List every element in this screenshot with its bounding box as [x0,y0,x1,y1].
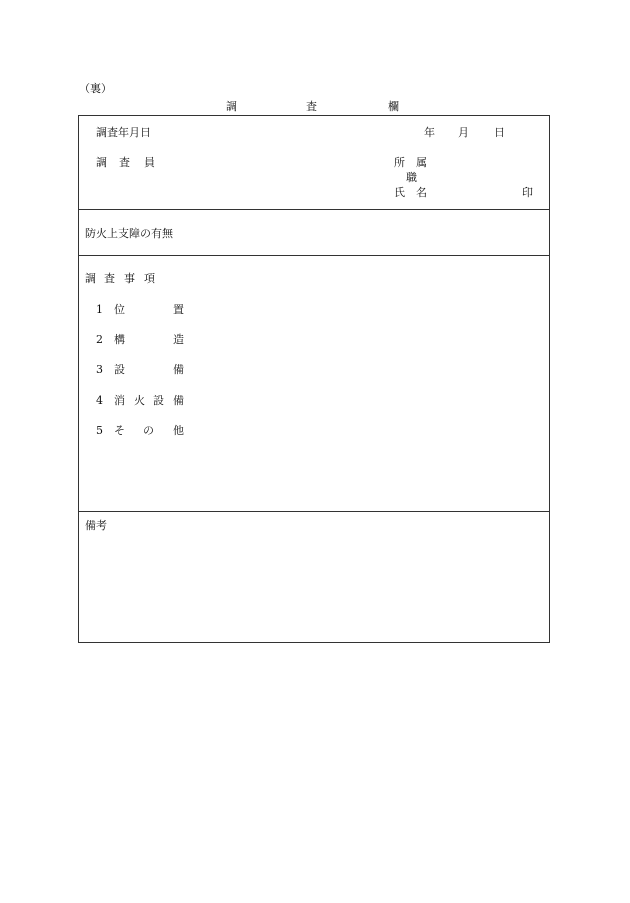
item-number: 2 [96,333,103,346]
title-char: 調 [226,100,237,113]
inspector-label-char: 調 [96,156,107,169]
name-label-char: 氏 [394,186,405,199]
row-divider [79,209,549,210]
seal-label: 印 [522,186,533,199]
items-heading-char: 査 [104,272,115,285]
affiliation-label-char: 所 [394,156,405,169]
item-label-char: の [143,424,154,437]
item-label-char: 位 [114,303,125,316]
item-label-char: 設 [153,394,164,407]
item-number: 1 [96,303,103,316]
row-divider [79,511,549,512]
position-label: 職 [406,171,417,184]
item-label-char: 火 [134,394,145,407]
title-char: 欄 [388,100,399,113]
item-label-char: 他 [173,424,184,437]
item-number: 5 [96,424,103,437]
item-label-char: 構 [114,333,125,346]
items-heading-char: 事 [124,272,135,285]
items-heading-char: 調 [85,272,96,285]
item-number: 3 [96,363,103,376]
fire-prevention-label: 防火上支障の有無 [85,227,173,240]
remarks-label: 備考 [85,519,107,532]
inspector-label-char: 員 [144,156,155,169]
year-label: 年 [424,126,435,139]
item-label-char: 備 [173,394,184,407]
title-char: 査 [306,100,317,113]
item-label-char: 消 [114,394,125,407]
item-label-char: 造 [173,333,184,346]
name-label-char: 名 [416,186,427,199]
item-label-char: 備 [173,363,184,376]
item-number: 4 [96,394,103,407]
item-label-char: 設 [114,363,125,376]
survey-date-label: 調査年月日 [96,126,151,139]
item-label-char: そ [114,424,125,437]
day-label: 日 [494,126,505,139]
item-label-char: 置 [173,303,184,316]
inspector-label-char: 査 [119,156,130,169]
affiliation-label-char: 属 [416,156,427,169]
back-side-note: （裏） [79,82,112,95]
items-heading-char: 項 [144,272,155,285]
row-divider [79,255,549,256]
survey-form-table [78,115,550,643]
month-label: 月 [458,126,469,139]
